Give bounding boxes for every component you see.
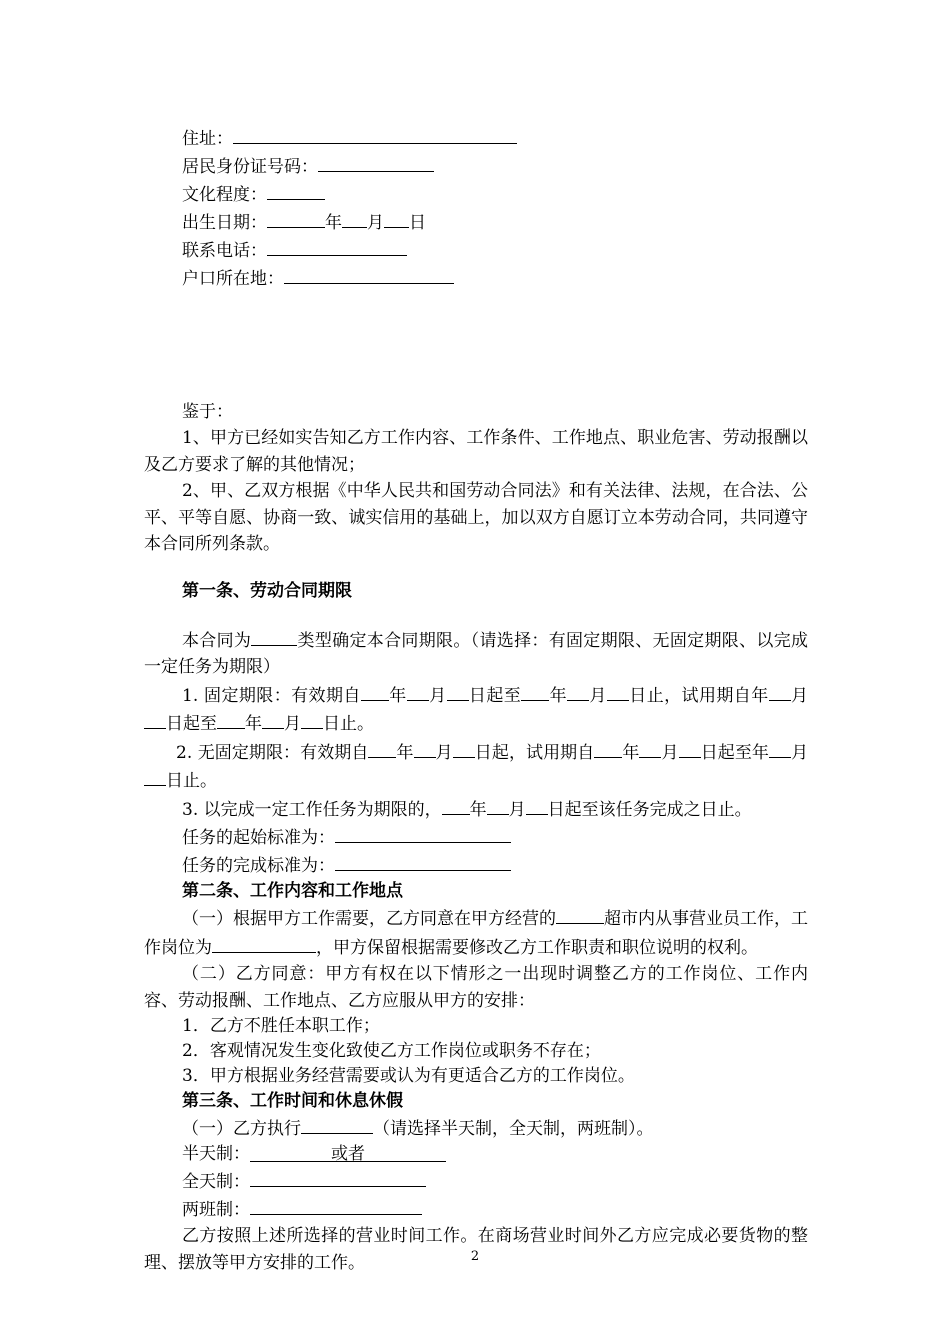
open-term-clause: 2. 无固定期限：有效期自 年 月 日起，试用期自 年 月 日起至年 月日止。 bbox=[144, 738, 808, 795]
task-end-blank[interactable] bbox=[335, 851, 511, 871]
fixed-term-clause: 1. 固定期限：有效期自 年 月 日起至 年 月 日止，试用期自年 月日起至 年 月 日止。 bbox=[144, 681, 808, 738]
date-blank[interactable] bbox=[368, 738, 396, 758]
education-blank[interactable] bbox=[267, 180, 325, 200]
article-1-title: 第一条、劳动合同期限 bbox=[182, 580, 352, 601]
date-blank[interactable] bbox=[607, 681, 629, 701]
date-blank[interactable] bbox=[144, 709, 166, 729]
phone-line: 联系电话： bbox=[144, 236, 808, 264]
date-blank[interactable] bbox=[217, 709, 245, 729]
date-blank[interactable] bbox=[769, 681, 791, 701]
date-blank[interactable] bbox=[447, 681, 469, 701]
education-line: 文化程度： bbox=[144, 180, 808, 208]
article-3-clause-2: 乙方按照上述所选择的营业时间工作。在商场营业时间外乙方应完成必要货物的整理、摆放等甲方安排的工作。 bbox=[144, 1226, 808, 1273]
page-number: 2 bbox=[470, 1249, 480, 1264]
half-day-line: 半天制： 或者 bbox=[144, 1142, 808, 1167]
article-3-clause-1: （一）乙方执行 （请选择半天制，全天制，两班制）。 bbox=[144, 1114, 808, 1142]
article-2-item-2: 2．客观情况发生变化致使乙方工作岗位或职务不存在； bbox=[182, 1041, 601, 1061]
address-blank[interactable] bbox=[233, 124, 517, 144]
full-day-blank[interactable] bbox=[250, 1167, 426, 1187]
date-blank[interactable] bbox=[262, 709, 284, 729]
task-start-blank[interactable] bbox=[335, 823, 511, 843]
date-blank[interactable] bbox=[567, 681, 589, 701]
preamble-heading: 鉴于： bbox=[182, 402, 233, 422]
date-blank[interactable] bbox=[679, 738, 701, 758]
date-blank[interactable] bbox=[639, 738, 661, 758]
task-start-line: 任务的起始标准为： bbox=[144, 823, 808, 851]
birth-date-line: 出生日期： 年 月 日 bbox=[144, 208, 808, 236]
date-blank[interactable] bbox=[453, 738, 475, 758]
work-schedule-blank[interactable] bbox=[301, 1114, 373, 1134]
id-number-line: 居民身份证号码： bbox=[144, 152, 808, 180]
birth-month-blank[interactable] bbox=[342, 208, 367, 228]
address-line: 住址： bbox=[144, 124, 808, 152]
contract-type-blank[interactable] bbox=[251, 626, 297, 646]
article-2-clause-1: （一）根据甲方工作需要，乙方同意在甲方经营的 超市内从事营业员工作，工作岗位为 ，甲方保留根据需要修改乙方工作职责和职位说明的权利。 bbox=[144, 904, 808, 961]
article-3-title: 第三条、工作时间和休息休假 bbox=[182, 1091, 403, 1111]
position-blank[interactable] bbox=[212, 933, 316, 953]
id-number-blank[interactable] bbox=[318, 152, 434, 172]
date-blank[interactable] bbox=[414, 738, 436, 758]
date-blank[interactable] bbox=[442, 795, 470, 815]
article-2-title: 第二条、工作内容和工作地点 bbox=[182, 881, 403, 901]
date-blank[interactable] bbox=[594, 738, 622, 758]
date-blank[interactable] bbox=[521, 681, 549, 701]
date-blank[interactable] bbox=[144, 766, 166, 786]
date-blank[interactable] bbox=[769, 738, 791, 758]
hukou-line: 户口所在地： bbox=[144, 264, 808, 292]
half-day-blank[interactable]: 或者 bbox=[250, 1142, 446, 1162]
supermarket-blank[interactable] bbox=[556, 904, 604, 924]
document-body bbox=[144, 124, 808, 1276]
birth-day-blank[interactable] bbox=[384, 208, 409, 228]
task-term-clause: 3. 以完成一定工作任务为期限的， 年 月 日起至该任务完成之日止。 bbox=[144, 795, 808, 824]
birth-year-blank[interactable] bbox=[267, 208, 325, 228]
two-shift-blank[interactable] bbox=[250, 1195, 422, 1215]
phone-blank[interactable] bbox=[267, 236, 407, 256]
article-1-intro: 本合同为 类型确定本合同期限。（请选择：有固定期限、无固定期限、以完成一定任务为期限） bbox=[144, 626, 808, 681]
date-blank[interactable] bbox=[487, 795, 509, 815]
article-2-item-1: 1．乙方不胜任本职工作； bbox=[182, 1016, 380, 1036]
date-blank[interactable] bbox=[361, 681, 389, 701]
date-blank[interactable] bbox=[526, 795, 548, 815]
task-end-line: 任务的完成标准为： bbox=[144, 851, 808, 879]
date-blank[interactable] bbox=[407, 681, 429, 701]
article-2-clause-2: （二）乙方同意：甲方有权在以下情形之一出现时调整乙方的工作岗位、工作内容、劳动报酬、工作地点、乙方应服从甲方的安排： bbox=[144, 964, 808, 1011]
date-blank[interactable] bbox=[301, 709, 323, 729]
preamble-clause-2: 2、甲、乙双方根据《中华人民共和国劳动合同法》和有关法律、法规，在合法、公平、平等自愿、协商一致、诚实信用的基础上，加以双方自愿订立本劳动合同，共同遵守本合同所列条款。 bbox=[144, 481, 808, 554]
hukou-blank[interactable] bbox=[284, 264, 454, 284]
full-day-line: 全天制： bbox=[144, 1167, 808, 1195]
two-shift-line: 两班制： bbox=[144, 1195, 808, 1223]
article-2-item-3: 3．甲方根据业务经营需要或认为有更适合乙方的工作岗位。 bbox=[182, 1066, 635, 1086]
preamble-clause-1: 1、甲方已经如实告知乙方工作内容、工作条件、工作地点、职业危害、劳动报酬以及乙方要求了解的其他情况； bbox=[144, 428, 808, 475]
